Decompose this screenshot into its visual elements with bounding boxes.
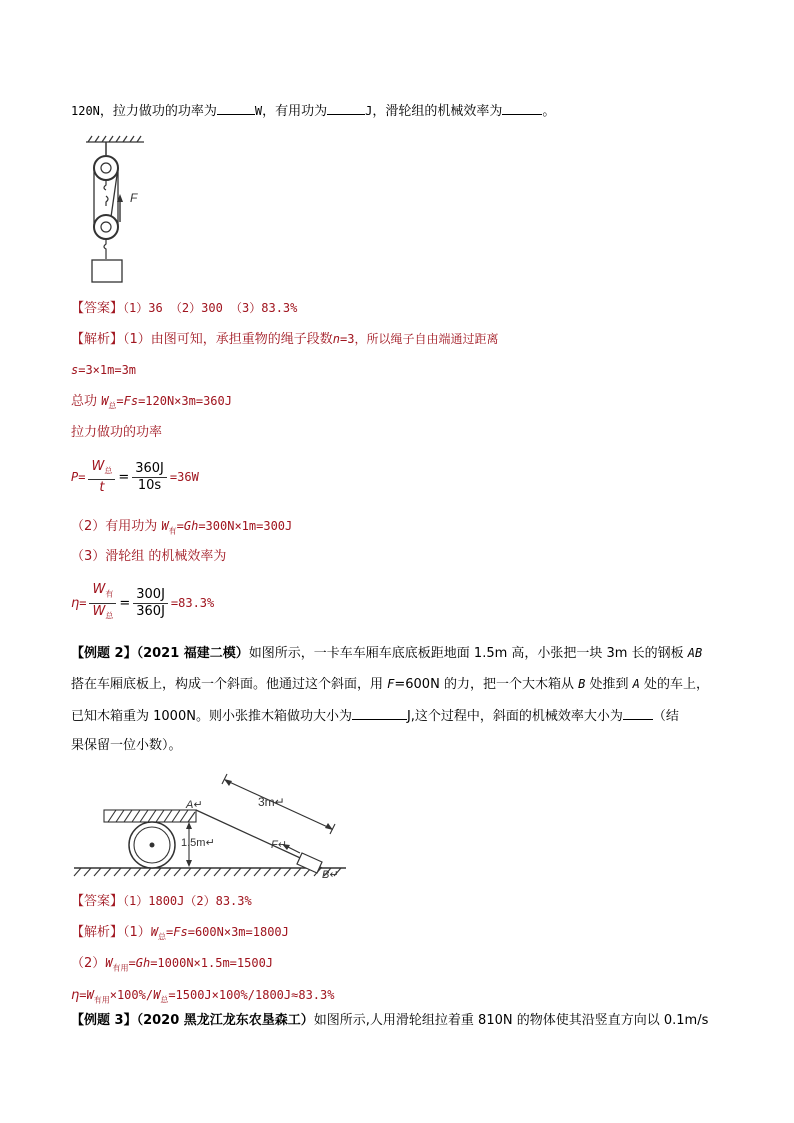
analysis2-l1-rest: =600N×3m=1800J [187,925,289,939]
eta-frac-num: 300J [133,587,168,604]
eta-den-w: W [92,604,106,619]
example-2-line-3 [71,705,679,727]
example3-text: 如图所示,人用滑轮组拉着重 810N 的物体使其沿竖直方向以 0.1m/s [313,1013,709,1028]
intro-text-2: ，有用功为 [262,104,328,119]
analysis1-l3-w: W [101,394,109,408]
eta-fraction-2 [133,587,168,620]
eta-eq: = [79,596,87,610]
label-b: B↵ [322,869,339,881]
intro-line [71,100,555,122]
truck-bed [104,810,196,822]
power-num-sub: 总 [104,466,113,476]
answer-blank-2[interactable] [327,100,365,115]
analysis1-l6-eq: = [176,519,184,533]
answer-1 [71,298,297,319]
analysis1-l2: =3×1m=3m [78,363,137,377]
efficiency-formula [71,582,214,625]
example2-l3a: 已知木箱重为 1000N。则小张推木箱做功大小为 [71,709,352,724]
example2-l1a: 如图所示，一卡车车厢车底底板距地面 1.5m 高，小张把一块 3m 长的钢板 [248,646,688,661]
analysis2-l2-sub: 有用 [112,963,129,973]
eta-fraction-1 [89,582,116,624]
power-num-w: W [91,458,105,474]
example2-l2a: 搭在车厢底板上，构成一个斜面。他通过这个斜面，用 [71,677,388,692]
label-f: F↵ [271,839,287,851]
analysis1-l6-pre: （2）有用功为 [71,519,162,534]
power-fraction-2 [132,461,167,494]
analysis2-l3-w1: W [86,988,94,1002]
power-frac-num: 360J [132,461,167,478]
answer-text-2: （1）1800J（2）83.3% [123,894,252,908]
analysis-2-line-2 [71,953,273,979]
length-label: 3m↵ [258,795,285,809]
example2-ab: AB [687,646,703,660]
power-result: =36W [169,470,199,484]
truck-wheel [129,822,175,868]
wooden-box [297,853,322,873]
analysis1-l6-sub: 有 [168,526,177,536]
intro-text-1: ，拉力做功的功率为 [99,104,217,119]
example2-l3b: J,这个过程中，斜面的机械效率大小为 [406,709,623,724]
analysis-1-line-6 [71,516,292,542]
analysis1-l6-gh: Gh [183,519,199,533]
answer-blank-3[interactable] [502,100,542,115]
analysis-2-line-1 [71,922,289,948]
analysis-2-line-3 [71,985,334,1011]
analysis-1-line-1 [71,329,498,350]
analysis-tag-1: 【解析】 [71,332,124,347]
analysis2-l3-w2: W [153,988,161,1002]
example-3-line-1 [71,1011,708,1031]
analysis2-l1-fs: Fs [173,925,188,939]
power-frac-den: 10s [137,478,162,493]
example2-b: B [578,677,586,691]
power-den: t [99,480,105,496]
answer-blank-4[interactable] [352,705,407,720]
analysis1-l6-rest: =300N×1m=300J [198,519,293,533]
intro-unit-2: J [365,104,373,118]
example2-source: （2021 福建二模） [136,646,249,661]
analysis2-l3-sub2: 总 [160,995,169,1005]
example-2-line-1 [71,643,702,664]
power-eq-2: = [118,470,130,485]
analysis1-l3-sub: 总 [108,401,117,411]
analysis2-l2a: （2） [71,956,106,971]
eta-eq-2: = [119,596,131,611]
eta-den-sub: 总 [105,611,114,621]
power-formula [71,456,199,499]
eta-num-sub: 有 [105,590,114,599]
analysis1-l3-rest: =120N×3m=360J [138,394,232,408]
analysis1-l3-pre: 总功 [71,394,102,409]
label-a: A↵ [186,799,203,811]
analysis1-s: s [71,363,79,377]
intro-text-3: ，滑轮组的机械效率为 [372,104,503,119]
eta-frac-den: 360J [136,604,165,619]
power-eq: = [78,470,86,484]
bottom-pulley-hook-top [106,196,108,206]
eta-var: η [71,596,80,611]
analysis2-l2-w: W [105,956,113,970]
analysis1-l7: （3）滑轮组 的机械效率为 [71,549,227,564]
ground [74,868,346,876]
analysis2-l2-gh: Gh [135,956,151,970]
analysis2-l1-sub: 总 [158,932,167,942]
analysis1-l1a: （1）由图可知，承担重物的绳子段数 [123,332,333,347]
analysis2-l3-sub1: 有用 [93,995,110,1005]
force-label: F [130,191,138,205]
analysis1-l6-w: W [161,519,169,533]
analysis2-l2-rest: =1000N×1.5m=1500J [150,956,274,970]
example2-a: A [632,677,640,691]
incline-diagram [64,770,354,885]
answer-blank-5[interactable] [623,705,653,720]
example2-l3c: （结 [652,709,679,724]
example2-tag: 【例题 2】 [71,646,137,661]
analysis-tag-2: 【解析】 [71,925,124,940]
analysis2-l1a: （1） [123,925,151,940]
bottom-hook [104,239,106,259]
analysis1-l3-fs: Fs [123,394,139,408]
analysis2-l3-eq: = [79,988,87,1002]
analysis2-l3-eta: η [71,988,80,1003]
analysis-1-line-3 [71,391,232,417]
pulley-diagram [78,130,158,290]
analysis2-l1-eq: = [166,925,174,939]
answer-text-1: （1）36 （2）300 （3）83.3% [123,301,298,315]
answer-2 [71,891,252,912]
example2-f: F [387,677,395,691]
example3-tag: 【例题 3】 [71,1013,137,1028]
eta-result: =83.3% [170,596,215,610]
analysis-1-line-2 [71,360,136,380]
analysis2-l3-rest: =1500J×100%/1800J≈83.3% [168,988,335,1002]
power-fraction-1 [88,459,115,497]
analysis2-l3-mid: ×100%/ [109,988,154,1002]
example2-l2c: 处推到 [585,677,633,692]
analysis-1-line-4 [71,423,162,443]
example3-source: （2020 黑龙江龙东农垦森工） [136,1013,314,1028]
eta-num-w: W [92,582,106,598]
height-label: 1.5m↵ [181,837,215,849]
answer-tag-1: 【答案】 [71,301,124,316]
top-pulley-hook [104,180,106,190]
example2-l2b: =600N 的力，把一个大木箱从 [394,677,579,692]
intro-text-4: 。 [542,104,556,119]
example2-l2d: 处的车上， [639,677,709,692]
fixed-pulley [94,156,118,180]
analysis2-l2-eq: = [128,956,136,970]
weight-block [92,260,122,282]
example-2-line-2 [71,674,709,695]
answer-tag-2: 【答案】 [71,894,124,909]
analysis1-l1b: =3，所以绳子自由端通过距离 [340,332,499,346]
movable-pulley [94,215,118,239]
analysis1-l4: 拉力做功的功率 [71,425,163,440]
analysis1-n: n [332,332,341,346]
analysis1-l3-eq: = [116,394,124,408]
analysis-1-line-7 [71,547,226,567]
answer-blank-1[interactable] [217,100,255,115]
power-var: P [71,470,79,484]
example-2-line-4 [71,736,182,756]
intro-prefix: 120N [71,104,100,118]
ceiling [86,136,144,142]
intro-unit-1: W [254,104,263,118]
analysis2-l1-w: W [150,925,159,939]
example2-l4: 果保留一位小数）。 [71,738,182,753]
